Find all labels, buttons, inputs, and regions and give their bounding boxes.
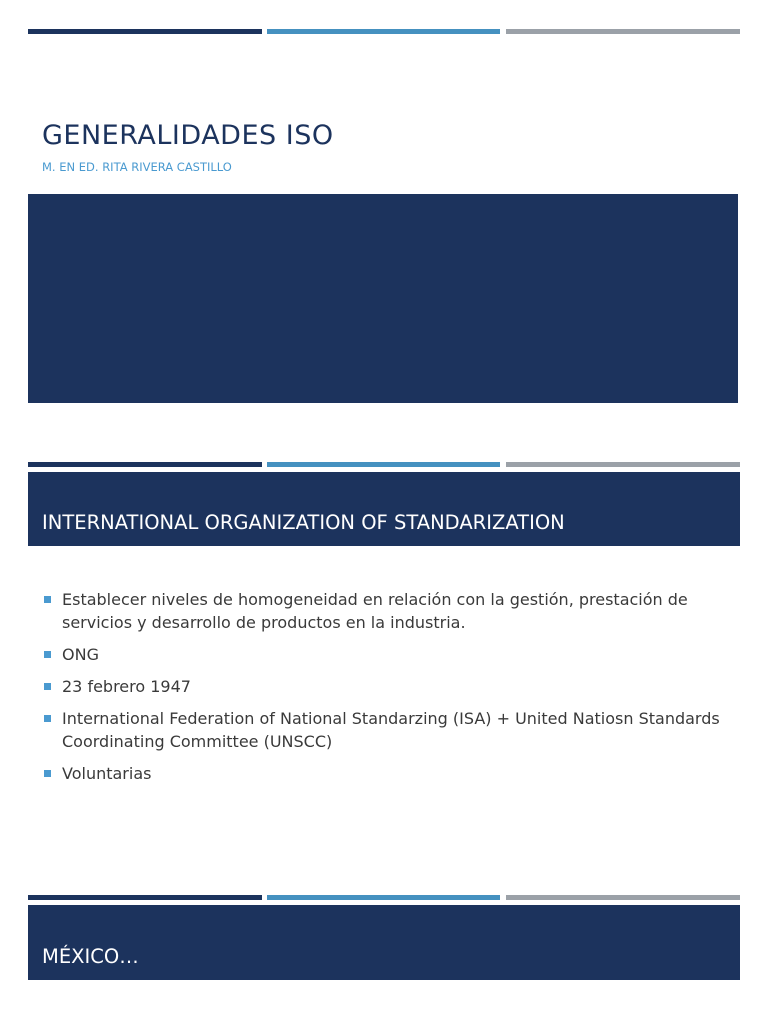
- slide1-accent-bars: [28, 29, 740, 34]
- bullet-square-icon: [44, 651, 51, 658]
- accent-bar-navy: [28, 29, 262, 34]
- list-item: Voluntarias: [44, 762, 724, 785]
- accent-bar-gray: [506, 29, 740, 34]
- accent-bar-gray: [506, 462, 740, 467]
- bullet-square-icon: [44, 596, 51, 603]
- slide3-header: [28, 905, 740, 980]
- bullet-square-icon: [44, 715, 51, 722]
- slide2-bullet-list: [44, 588, 724, 794]
- list-item: ONG: [44, 643, 724, 666]
- slide3-title: MÉXICO…: [42, 945, 139, 968]
- slide1-image-block: [28, 194, 738, 403]
- slide2-accent-bars: [28, 462, 740, 467]
- accent-bar-blue: [267, 462, 500, 467]
- accent-bar-gray: [506, 895, 740, 900]
- slide1-subtitle: M. EN ED. RITA RIVERA CASTILLO: [42, 160, 232, 174]
- bullet-square-icon: [44, 770, 51, 777]
- slide2-header: [28, 472, 740, 546]
- accent-bar-navy: [28, 895, 262, 900]
- slide3-accent-bars: [28, 895, 740, 900]
- list-item: 23 febrero 1947: [44, 675, 724, 698]
- bullet-square-icon: [44, 683, 51, 690]
- accent-bar-blue: [267, 29, 500, 34]
- list-item: International Federation of National Standarzing (ISA) + United Natiosn Standards Coordinating Committee (UNSCC): [44, 707, 724, 753]
- accent-bar-navy: [28, 462, 262, 467]
- slide1-title: GENERALIDADES ISO: [42, 120, 334, 151]
- slide2-title: INTERNATIONAL ORGANIZATION OF STANDARIZATION: [42, 511, 565, 534]
- list-item: Establecer niveles de homogeneidad en relación con la gestión, prestación de servicios y desarrollo de productos en la industria.: [44, 588, 724, 634]
- accent-bar-blue: [267, 895, 500, 900]
